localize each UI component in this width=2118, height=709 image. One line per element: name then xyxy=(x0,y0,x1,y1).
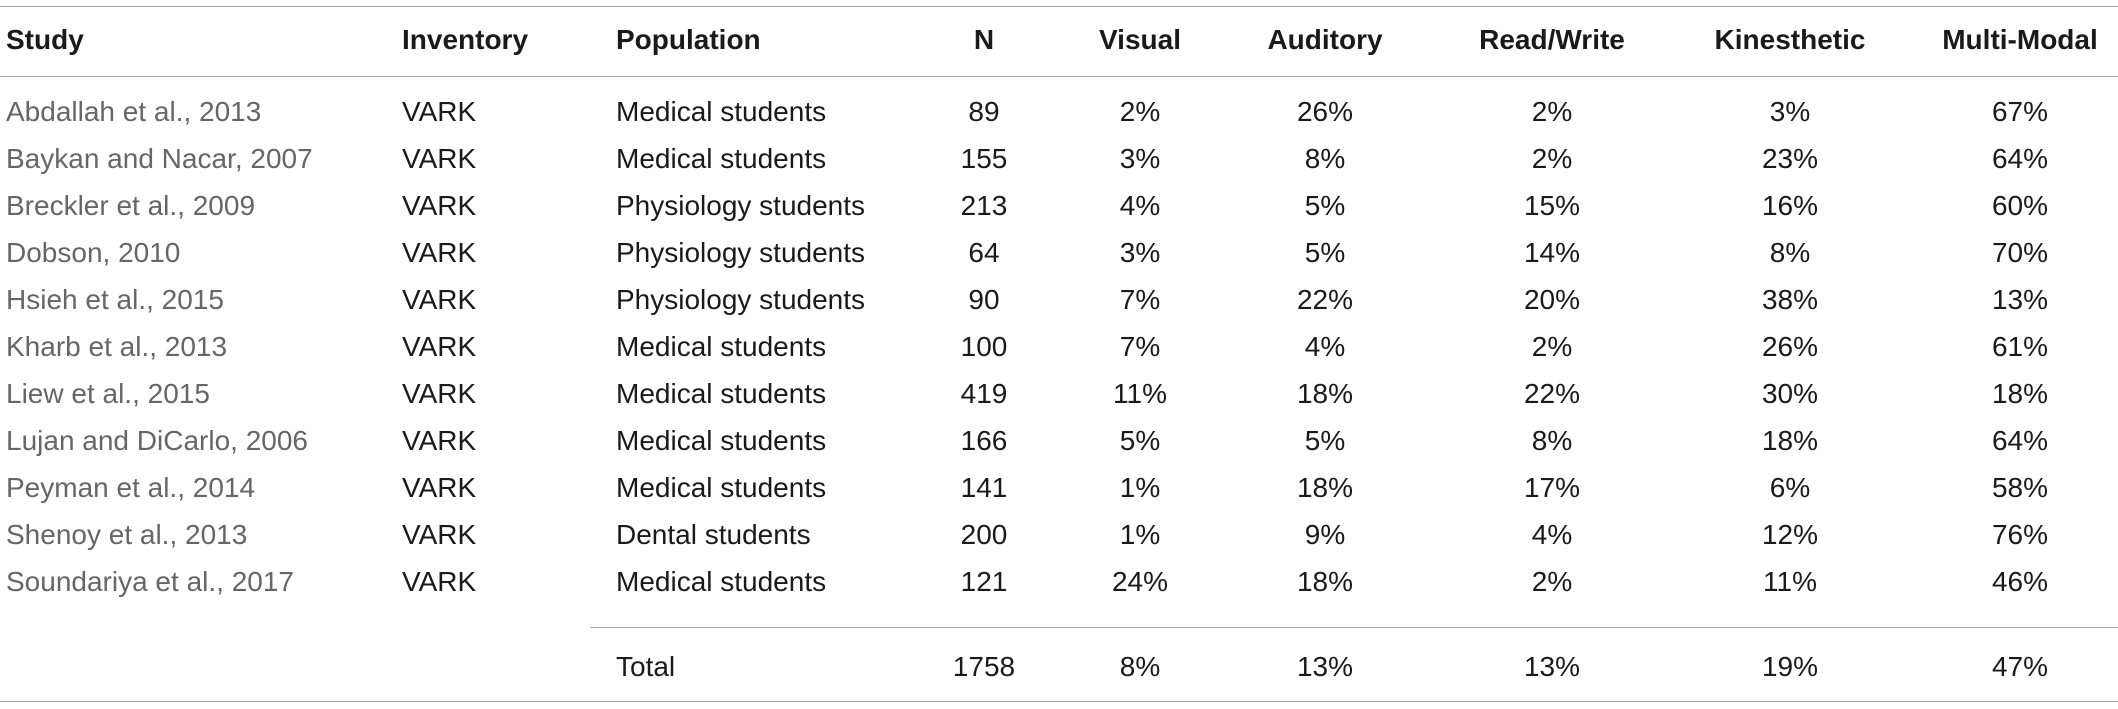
cell-kinesthetic: 11% xyxy=(1763,566,1817,597)
cell-n: 419 xyxy=(960,378,1008,409)
cell-auditory: 5% xyxy=(1304,425,1346,456)
cell-study: Liew et al., 2015 xyxy=(6,378,210,409)
table-row xyxy=(0,137,2118,181)
header-auditory: Auditory xyxy=(1267,24,1383,55)
cell-kinesthetic: 38% xyxy=(1761,284,1819,315)
cell-population: Medical students xyxy=(616,472,827,503)
cell-study: Breckler et al., 2009 xyxy=(6,190,256,221)
cell-population: Medical students xyxy=(616,425,827,456)
cell-kinesthetic: 3% xyxy=(1769,96,1811,127)
cell-population: Physiology students xyxy=(616,237,866,268)
cell-visual: 7% xyxy=(1119,284,1161,315)
total-label: Total xyxy=(616,651,676,682)
header-study: Study xyxy=(6,24,84,55)
cell-inventory: VARK xyxy=(402,143,477,174)
cell-n: 64 xyxy=(968,237,1000,268)
cell-auditory: 18% xyxy=(1296,566,1354,597)
cell-auditory: 18% xyxy=(1296,472,1354,503)
total-auditory: 13% xyxy=(1296,651,1354,682)
cell-n: 100 xyxy=(960,331,1008,362)
cell-read-write: 2% xyxy=(1531,331,1573,362)
cell-kinesthetic: 30% xyxy=(1761,378,1819,409)
cell-multi-modal: 64% xyxy=(1991,143,2049,174)
cell-population: Physiology students xyxy=(616,284,866,315)
total-rule xyxy=(590,627,2118,628)
table-row xyxy=(0,419,2118,463)
cell-inventory: VARK xyxy=(402,566,477,597)
header-inventory: Inventory xyxy=(402,24,529,55)
cell-kinesthetic: 23% xyxy=(1761,143,1819,174)
cell-read-write: 2% xyxy=(1531,96,1573,127)
table-row xyxy=(0,231,2118,275)
cell-read-write: 20% xyxy=(1523,284,1581,315)
cell-n: 155 xyxy=(960,143,1008,174)
cell-auditory: 26% xyxy=(1296,96,1354,127)
cell-auditory: 18% xyxy=(1296,378,1354,409)
cell-visual: 3% xyxy=(1119,143,1161,174)
table-row xyxy=(0,325,2118,369)
cell-study: Soundariya et al., 2017 xyxy=(6,566,294,597)
header-read-write: Read/Write xyxy=(1479,24,1625,55)
cell-inventory: VARK xyxy=(402,96,477,127)
cell-population: Dental students xyxy=(616,519,811,550)
cell-visual: 24% xyxy=(1111,566,1169,597)
total-row xyxy=(0,645,2118,689)
cell-inventory: VARK xyxy=(402,237,477,268)
cell-kinesthetic: 26% xyxy=(1761,331,1819,362)
cell-visual: 2% xyxy=(1119,96,1161,127)
total-n: 1758 xyxy=(952,651,1016,682)
cell-inventory: VARK xyxy=(402,519,477,550)
cell-auditory: 5% xyxy=(1304,237,1346,268)
cell-visual: 7% xyxy=(1119,331,1161,362)
cell-n: 213 xyxy=(960,190,1008,221)
cell-auditory: 22% xyxy=(1296,284,1354,315)
cell-read-write: 15% xyxy=(1523,190,1581,221)
cell-inventory: VARK xyxy=(402,284,477,315)
cell-n: 200 xyxy=(960,519,1008,550)
cell-study: Hsieh et al., 2015 xyxy=(6,284,224,315)
cell-auditory: 9% xyxy=(1304,519,1346,550)
cell-multi-modal: 67% xyxy=(1991,96,2049,127)
table-row xyxy=(0,560,2118,604)
cell-visual: 11% xyxy=(1113,378,1167,409)
cell-auditory: 8% xyxy=(1304,143,1346,174)
cell-study: Shenoy et al., 2013 xyxy=(6,519,248,550)
cell-population: Medical students xyxy=(616,96,827,127)
cell-kinesthetic: 18% xyxy=(1761,425,1819,456)
cell-multi-modal: 76% xyxy=(1991,519,2049,550)
cell-read-write: 2% xyxy=(1531,143,1573,174)
total-visual: 8% xyxy=(1119,651,1161,682)
cell-inventory: VARK xyxy=(402,472,477,503)
cell-multi-modal: 18% xyxy=(1991,378,2049,409)
cell-population: Medical students xyxy=(616,378,827,409)
header-n: N xyxy=(973,24,995,55)
cell-visual: 1% xyxy=(1119,472,1161,503)
cell-multi-modal: 58% xyxy=(1991,472,2049,503)
cell-population: Physiology students xyxy=(616,190,866,221)
cell-visual: 5% xyxy=(1119,425,1161,456)
cell-inventory: VARK xyxy=(402,331,477,362)
header-row xyxy=(0,18,2118,62)
cell-n: 121 xyxy=(960,566,1008,597)
cell-visual: 4% xyxy=(1119,190,1161,221)
top-rule xyxy=(0,6,2118,7)
cell-inventory: VARK xyxy=(402,190,477,221)
cell-population: Medical students xyxy=(616,143,827,174)
cell-inventory: VARK xyxy=(402,378,477,409)
header-population: Population xyxy=(616,24,761,55)
cell-read-write: 17% xyxy=(1523,472,1581,503)
cell-visual: 1% xyxy=(1119,519,1161,550)
total-read-write: 13% xyxy=(1523,651,1581,682)
cell-inventory: VARK xyxy=(402,425,477,456)
cell-auditory: 4% xyxy=(1304,331,1346,362)
cell-kinesthetic: 6% xyxy=(1769,472,1811,503)
table-row xyxy=(0,466,2118,510)
table-row xyxy=(0,278,2118,322)
cell-kinesthetic: 12% xyxy=(1761,519,1819,550)
cell-read-write: 14% xyxy=(1523,237,1581,268)
table-row xyxy=(0,184,2118,228)
header-kinesthetic: Kinesthetic xyxy=(1714,24,1866,55)
header-multi-modal: Multi-Modal xyxy=(1942,24,2098,55)
cell-multi-modal: 64% xyxy=(1991,425,2049,456)
cell-visual: 3% xyxy=(1119,237,1161,268)
cell-study: Kharb et al., 2013 xyxy=(6,331,228,362)
cell-multi-modal: 70% xyxy=(1991,237,2049,268)
cell-population: Medical students xyxy=(616,331,827,362)
cell-n: 89 xyxy=(968,96,1000,127)
cell-read-write: 2% xyxy=(1531,566,1573,597)
cell-n: 141 xyxy=(960,472,1008,503)
total-multi-modal: 47% xyxy=(1991,651,2049,682)
cell-multi-modal: 61% xyxy=(1991,331,2049,362)
cell-kinesthetic: 8% xyxy=(1769,237,1811,268)
cell-study: Lujan and DiCarlo, 2006 xyxy=(6,425,308,456)
cell-kinesthetic: 16% xyxy=(1761,190,1819,221)
cell-read-write: 8% xyxy=(1531,425,1573,456)
cell-study: Dobson, 2010 xyxy=(6,237,181,268)
table-row xyxy=(0,90,2118,134)
cell-multi-modal: 60% xyxy=(1991,190,2049,221)
cell-multi-modal: 13% xyxy=(1991,284,2049,315)
cell-n: 90 xyxy=(968,284,1000,315)
cell-study: Peyman et al., 2014 xyxy=(6,472,256,503)
bottom-rule xyxy=(0,701,2118,702)
cell-study: Baykan and Nacar, 2007 xyxy=(6,143,313,174)
cell-auditory: 5% xyxy=(1304,190,1346,221)
table-row xyxy=(0,513,2118,557)
total-kinesthetic: 19% xyxy=(1761,651,1819,682)
table-row xyxy=(0,372,2118,416)
header-visual: Visual xyxy=(1099,24,1181,55)
cell-n: 166 xyxy=(960,425,1008,456)
header-rule xyxy=(0,76,2118,77)
cell-population: Medical students xyxy=(616,566,827,597)
cell-study: Abdallah et al., 2013 xyxy=(6,96,262,127)
cell-multi-modal: 46% xyxy=(1991,566,2049,597)
cell-read-write: 22% xyxy=(1523,378,1581,409)
cell-read-write: 4% xyxy=(1531,519,1573,550)
